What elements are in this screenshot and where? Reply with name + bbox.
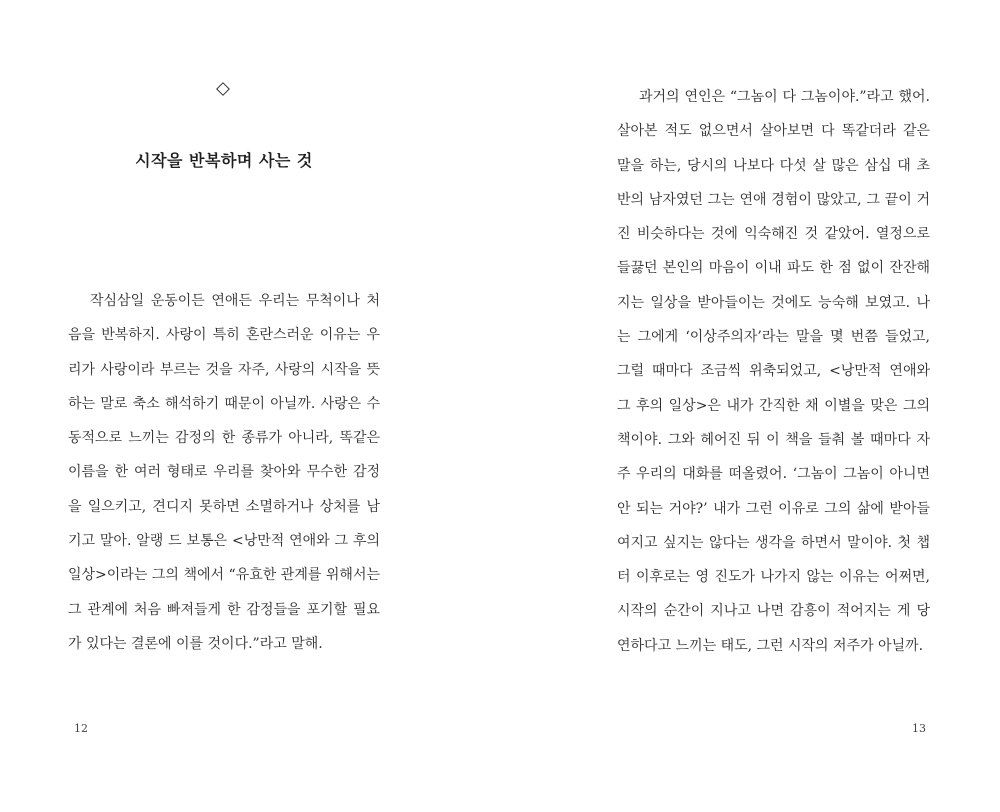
text-line: 일상>이라는 그의 책에서 “유효한 관계를 위해서는 (68, 567, 380, 584)
text-line: 이름을 한 여러 형태로 우리를 찾아와 무수한 감정 (68, 464, 380, 481)
text-line: 그럴 때마다 조금씩 위축되었고, <낭만적 연애와 (617, 363, 930, 380)
text-line: 살아본 적도 없으면서 살아보면 다 똑같더라 같은 (617, 123, 930, 140)
text-line: 리가 사랑이라 부르는 것을 자주, 사랑의 시작을 뜻 (68, 361, 380, 378)
text-line: 가 있다는 결론에 이를 것이다.”라고 말해. (68, 635, 323, 652)
text-line: 진 비슷하다는 것에 익숙해진 것 같았어. 열정으로 (617, 226, 930, 243)
text-line: 그 후의 일상>은 내가 간직한 채 이별을 맞은 그의 (617, 397, 930, 414)
text-line: 는 그에게 ‘이상주의자’라는 말을 몇 번쯤 들었고, (617, 329, 930, 346)
text-line: 과거의 연인은 “그놈이 다 그놈이야.”라고 했어. (639, 89, 930, 105)
text-line: 반의 남자였던 그는 연애 경험이 많았고, 그 끝이 거 (617, 191, 930, 208)
text-line: 터 이후로는 영 진도가 나가지 않는 이유는 어쩌면, (617, 569, 930, 586)
diamond-outline-icon (216, 82, 230, 96)
text-line: 들끓던 본인의 마음이 이내 파도 한 점 없이 잔잔해 (617, 260, 930, 277)
text-line: 동적으로 느끼는 감정의 한 종류가 아니라, 똑같은 (68, 430, 380, 447)
left-body-text (68, 284, 380, 661)
text-line: 지는 일상을 받아들이는 것에도 능숙해 보였고. 나 (617, 294, 930, 311)
text-line: 시작의 순간이 지나고 나면 감흥이 적어지는 게 당 (617, 603, 930, 620)
text-line: 하는 말로 축소 해석하기 때문이 아닐까. 사랑은 수 (68, 395, 380, 412)
text-line: 기고 말아. 알랭 드 보통은 <낭만적 연애와 그 후의 (68, 533, 380, 550)
text-line: 말을 하는, 당시의 나보다 다섯 살 많은 삼십 대 초 (617, 157, 930, 174)
left-page (0, 0, 470, 812)
text-line: 책이야. 그와 헤어진 뒤 이 책을 들춰 볼 때마다 자 (617, 431, 930, 448)
text-line: 여지고 싶지는 않다는 생각을 하면서 말이야. 첫 챕 (617, 534, 930, 551)
chapter-title: 시작을 반복하며 사는 것 (135, 151, 313, 170)
text-line: 그 관계에 처음 빠져들게 한 감정들을 포기할 필요 (68, 601, 380, 618)
text-line: 작심삼일 운동이든 연애든 우리는 무척이나 처 (90, 293, 380, 309)
text-line: 안 되는 거야?’ 내가 그런 이유로 그의 삶에 받아들 (617, 500, 930, 517)
text-line: 연하다고 느끼는 태도, 그런 시작의 저주가 아닐까. (617, 637, 924, 654)
right-body-text (617, 80, 930, 663)
text-line: 주 우리의 대화를 떠올렸어. ‘그놈이 그놈이 아니면 (617, 466, 930, 483)
text-line: 음을 반복하지. 사랑이 특히 혼란스러운 이유는 우 (68, 327, 380, 344)
page-number-right: 13 (912, 722, 926, 735)
text-line: 을 일으키고, 견디지 못하면 소멸하거나 상처를 남 (68, 498, 380, 515)
page-number-left: 12 (74, 722, 88, 735)
right-page (530, 0, 1000, 812)
